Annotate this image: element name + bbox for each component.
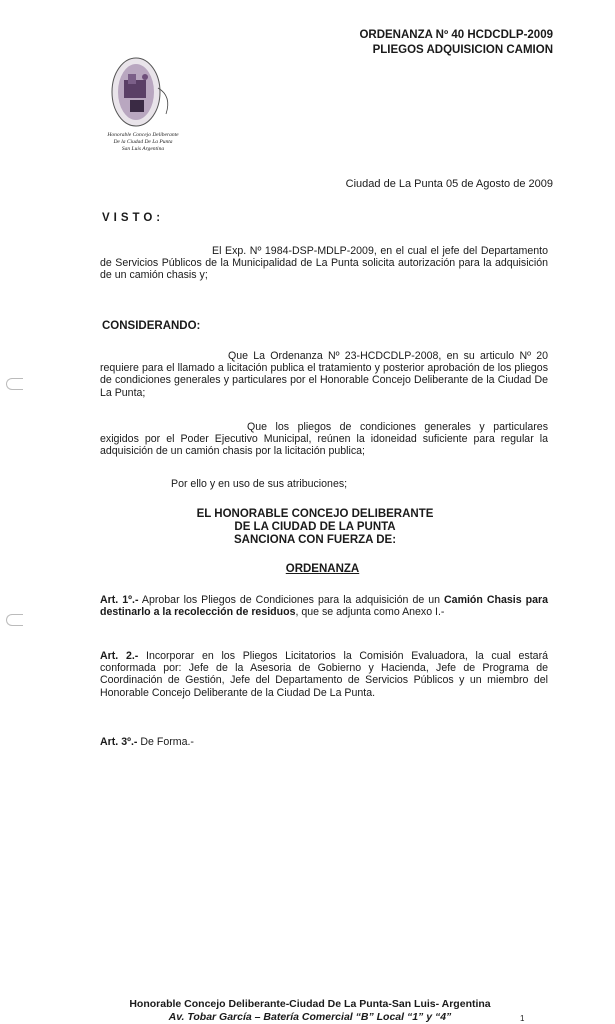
article-1 [100,594,548,618]
article-2 [100,650,548,699]
article-2-label: Art. 2.- [100,650,139,662]
page-number: 1 [520,1014,525,1023]
sanciona-block [180,508,450,547]
footer-line-2: Av. Tobar García – Batería Comercial “B” Local “1” y “4” [168,1011,452,1023]
considerando-paragraph-1: Que La Ordenanza Nº 23-HCDCDLP-2008, en su articulo Nº 20 requiere para el llamado a licitación publica el tratamiento y posterior aprobación de los pliegos de condiciones generales y particulares por el Honorable Concejo Deliberante de la Ciudad De La Punta; [100,350,548,399]
council-logo [100,52,186,153]
logo-caption-3: San Luis Argentina [121,146,165,152]
sanciona-line-1: EL HONORABLE CONCEJO DELIBERANTE [196,508,434,520]
article-1-text-end: , que se adjunta como Anexo I.- [295,606,445,619]
logo-caption-1: Honorable Concejo Deliberante [107,132,179,138]
visto-text: El Exp. Nº 1984-DSP-MDLP-2009, en el cual el jefe del Departamento de Servicios Públicos de la Municipalidad de La Punta solicita autorización para la adquisición de un camión chasis y; [100,245,548,282]
footer-line-1: Honorable Concejo Deliberante-Ciudad De La Punta-San Luis- Argentina [129,998,491,1010]
sanciona-line-2: DE LA CIUDAD DE LA PUNTA [234,521,396,533]
council-seal-icon [100,52,186,132]
punch-hole-mark [6,614,23,626]
sanciona-line-3: SANCIONA CON FUERZA DE: [233,534,397,546]
article-2-text: Incorporar en los Pliegos Licitatorios la Comisión Evaluadora, la cual estará conformada por: Jefe de la Asesoria de Gobierno y Hacienda, Jefe de Programa de Coordinación de Gestión, Jefe del Departamento de Servicios Públicos y un miembro del Honorable Concejo Deliberante de la Ciudad De La Punta. [100,650,548,699]
article-1-label: Art. 1º.- [100,594,139,606]
considerando-paragraph-2: Que los pliegos de condiciones generales y particulares exigidos por el Poder Ejecutivo Municipal, reúnen la idoneidad suficiente para regular la adquisición de un camión chasis por la licitación publica; [100,421,548,458]
ordinance-subject: PLIEGOS ADQUISICION CAMION [372,44,553,56]
article-1-text: Aprobar los Pliegos de Condiciones para la adquisición de un [138,594,445,606]
ordenanza-title: ORDENANZA [285,563,360,575]
article-3-label: Art. 3º.- [100,736,138,748]
date-line: Ciudad de La Punta 05 de Agosto de 2009 [345,178,553,190]
article-1-bold-text: Camión Chasis para destinarlo a la recolección de residuos [100,594,549,619]
article-3 [100,736,548,748]
article-3-text: De Forma.- [137,736,194,748]
ordinance-number: ORDENANZA Nº 40 HCDCDLP-2009 [359,29,553,41]
considerando-paragraph-3: Por ello y en uso de sus atribuciones; [171,478,348,490]
punch-hole-mark [6,378,23,390]
considerando-heading: CONSIDERANDO: [102,320,201,332]
logo-caption-2: De la Ciudad De La Punta [113,139,173,145]
visto-heading: VISTO: [102,212,165,224]
